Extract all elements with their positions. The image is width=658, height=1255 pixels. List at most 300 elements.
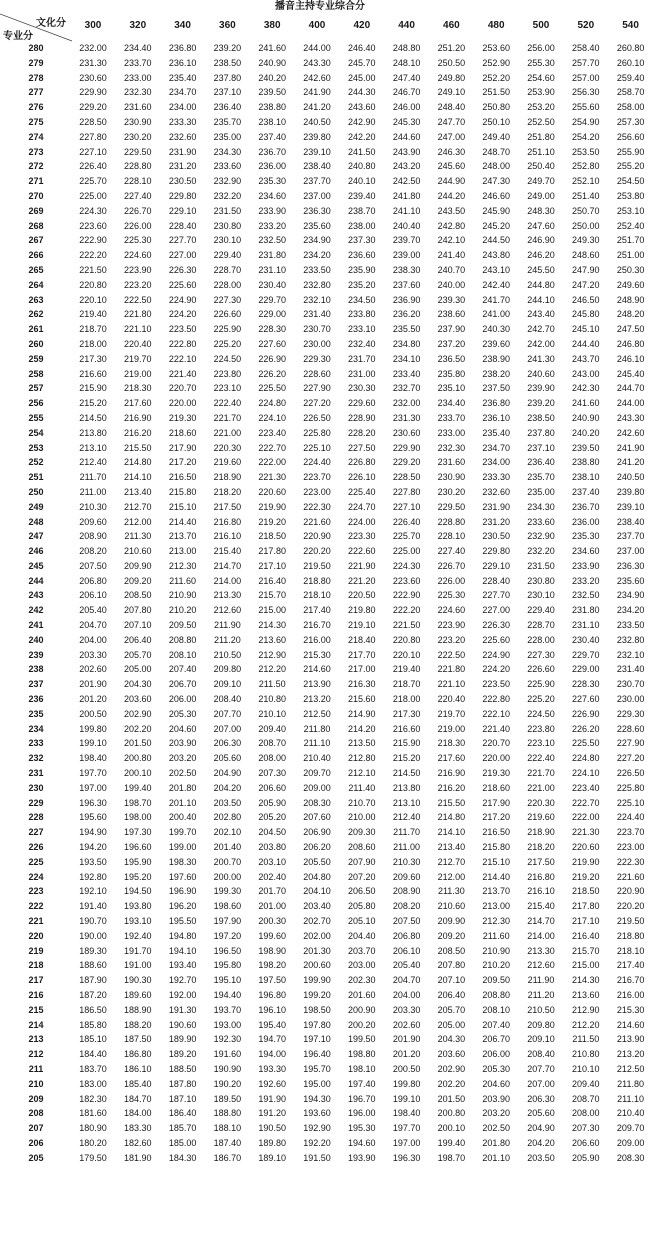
table-cell: 216.70 bbox=[303, 620, 331, 631]
table-cell: 228.10 bbox=[124, 176, 152, 187]
table-cell: 192.40 bbox=[124, 930, 152, 941]
table-cell: 240.20 bbox=[258, 72, 286, 83]
table-cell: 208.10 bbox=[168, 649, 197, 660]
table-cell: 213.60 bbox=[258, 634, 286, 645]
table-cell: 204.20 bbox=[213, 782, 242, 793]
table-cell: 240.50 bbox=[616, 472, 645, 483]
table-cell: 231.40 bbox=[616, 664, 645, 675]
table-cell: 231.00 bbox=[348, 368, 376, 379]
table-cell: 218.40 bbox=[348, 634, 376, 645]
table-cell: 232.50 bbox=[572, 590, 600, 601]
table-cell: 226.50 bbox=[616, 768, 645, 779]
table-cell: 202.20 bbox=[124, 723, 152, 734]
table-cell: 201.20 bbox=[79, 694, 107, 705]
table-row bbox=[0, 85, 645, 100]
table-cell: 213.90 bbox=[616, 1034, 645, 1045]
table-cell: 196.80 bbox=[258, 990, 286, 1000]
table-cell: 204.70 bbox=[392, 975, 421, 986]
table-cell: 228.50 bbox=[79, 116, 107, 127]
table-cell: 205.30 bbox=[168, 708, 197, 719]
table-cell: 212.90 bbox=[572, 1004, 600, 1015]
table-cell: 185.10 bbox=[79, 1034, 107, 1045]
table-cell: 223.60 bbox=[392, 575, 421, 586]
table-cell: 230.60 bbox=[392, 427, 421, 438]
table-cell: 197.80 bbox=[303, 1019, 331, 1030]
table-cell: 214.20 bbox=[348, 723, 376, 734]
table-cell: 232.30 bbox=[437, 442, 466, 453]
row-key-major-score: 225 bbox=[28, 856, 44, 867]
table-cell: 210.90 bbox=[168, 590, 197, 601]
table-cell: 228.30 bbox=[258, 324, 286, 335]
table-cell: 245.30 bbox=[392, 116, 421, 127]
table-cell: 230.70 bbox=[303, 324, 331, 335]
table-row bbox=[0, 884, 645, 899]
table-cell: 197.40 bbox=[348, 1078, 376, 1089]
table-cell: 221.60 bbox=[616, 871, 645, 882]
table-cell: 251.50 bbox=[482, 87, 510, 98]
table-cell: 230.20 bbox=[437, 486, 466, 497]
table-cell: 211.90 bbox=[213, 620, 241, 631]
table-cell: 195.30 bbox=[348, 1123, 376, 1134]
table-cell: 206.80 bbox=[392, 930, 421, 941]
table-cell: 224.20 bbox=[168, 309, 197, 320]
table-row bbox=[0, 648, 645, 663]
table-cell: 212.10 bbox=[348, 768, 376, 779]
table-cell: 211.80 bbox=[303, 723, 331, 734]
table-row bbox=[0, 588, 645, 603]
table-cell: 209.90 bbox=[124, 560, 152, 571]
table-cell: 218.00 bbox=[392, 694, 421, 705]
table-cell: 205.00 bbox=[124, 664, 152, 675]
table-cell: 187.80 bbox=[168, 1078, 197, 1089]
table-cell: 206.10 bbox=[392, 945, 421, 956]
row-key-major-score: 267 bbox=[28, 235, 44, 246]
table-cell: 187.10 bbox=[168, 1093, 197, 1104]
table-cell: 187.40 bbox=[213, 1137, 242, 1148]
table-cell: 227.70 bbox=[482, 590, 510, 601]
table-row bbox=[0, 322, 645, 337]
table-cell: 217.80 bbox=[258, 546, 286, 557]
table-cell: 237.30 bbox=[348, 235, 376, 246]
table-cell: 206.10 bbox=[79, 590, 107, 601]
table-cell: 208.80 bbox=[168, 634, 197, 645]
row-key-major-score: 261 bbox=[28, 324, 44, 335]
row-key-major-score: 211 bbox=[28, 1063, 44, 1074]
table-cell: 216.50 bbox=[168, 472, 197, 483]
table-cell: 219.50 bbox=[616, 916, 645, 927]
table-cell: 212.70 bbox=[124, 501, 152, 512]
table-cell: 234.60 bbox=[572, 546, 600, 557]
table-cell: 236.20 bbox=[392, 309, 421, 320]
table-cell: 237.10 bbox=[527, 442, 555, 453]
table-cell: 239.40 bbox=[348, 190, 376, 201]
table-cell: 216.60 bbox=[392, 723, 421, 734]
table-cell: 207.70 bbox=[213, 708, 242, 719]
table-cell: 216.10 bbox=[527, 886, 555, 897]
table-cell: 187.50 bbox=[124, 1034, 152, 1045]
table-cell: 214.00 bbox=[527, 930, 555, 941]
table-cell: 235.40 bbox=[482, 427, 510, 438]
table-cell: 207.80 bbox=[124, 605, 152, 616]
table-cell: 245.60 bbox=[437, 161, 466, 172]
table-cell: 257.70 bbox=[572, 57, 600, 68]
table-cell: 200.70 bbox=[213, 856, 242, 867]
table-cell: 233.40 bbox=[392, 368, 421, 379]
table-cell: 237.00 bbox=[616, 546, 645, 557]
table-cell: 217.60 bbox=[437, 753, 466, 764]
table-cell: 205.50 bbox=[303, 856, 331, 867]
table-cell: 218.90 bbox=[527, 827, 555, 838]
table-cell: 202.90 bbox=[437, 1063, 466, 1074]
table-cell: 215.40 bbox=[213, 546, 242, 557]
table-cell: 198.40 bbox=[79, 753, 107, 764]
table-row bbox=[0, 337, 645, 352]
table-cell: 250.00 bbox=[572, 220, 600, 231]
table-cell: 242.00 bbox=[527, 338, 555, 349]
table-cell: 216.60 bbox=[79, 368, 107, 379]
table-cell: 225.30 bbox=[437, 590, 466, 601]
table-cell: 243.40 bbox=[527, 309, 555, 320]
table-cell: 210.80 bbox=[258, 694, 286, 705]
table-cell: 230.00 bbox=[303, 338, 331, 349]
table-cell: 245.00 bbox=[348, 72, 376, 83]
column-header: 440 bbox=[398, 20, 415, 31]
table-cell: 189.80 bbox=[258, 1137, 286, 1148]
table-cell: 224.50 bbox=[527, 708, 555, 719]
row-key-major-score: 243 bbox=[28, 590, 44, 601]
table-cell: 217.50 bbox=[527, 856, 555, 867]
table-cell: 204.30 bbox=[124, 679, 152, 690]
table-cell: 238.60 bbox=[437, 309, 466, 320]
table-cell: 224.40 bbox=[303, 457, 331, 468]
table-cell: 198.40 bbox=[392, 1108, 421, 1119]
row-key-major-score: 220 bbox=[28, 930, 44, 941]
table-cell: 200.40 bbox=[168, 812, 197, 823]
table-cell: 222.90 bbox=[79, 235, 107, 246]
table-cell: 225.10 bbox=[616, 797, 645, 808]
table-cell: 213.40 bbox=[437, 842, 466, 853]
table-cell: 199.30 bbox=[213, 886, 242, 897]
table-cell: 216.00 bbox=[303, 634, 331, 645]
table-cell: 205.80 bbox=[348, 901, 376, 912]
table-cell: 203.90 bbox=[168, 738, 197, 749]
table-cell: 214.80 bbox=[437, 812, 466, 823]
table-cell: 231.40 bbox=[303, 309, 331, 320]
table-cell: 241.60 bbox=[572, 398, 600, 409]
table-cell: 229.70 bbox=[258, 294, 286, 305]
table-cell: 203.30 bbox=[79, 649, 107, 660]
table-cell: 232.10 bbox=[616, 649, 645, 660]
table-cell: 248.10 bbox=[392, 57, 421, 68]
row-key-major-score: 269 bbox=[28, 205, 44, 216]
table-cell: 200.20 bbox=[348, 1019, 376, 1030]
table-cell: 234.00 bbox=[168, 102, 197, 113]
table-cell: 197.60 bbox=[168, 871, 197, 882]
table-cell: 185.00 bbox=[168, 1137, 197, 1148]
table-cell: 210.10 bbox=[572, 1063, 600, 1074]
table-cell: 201.90 bbox=[392, 1034, 421, 1045]
column-header: 320 bbox=[129, 20, 147, 31]
table-cell: 235.40 bbox=[168, 72, 197, 83]
row-key-major-score: 242 bbox=[28, 605, 44, 616]
table-cell: 206.90 bbox=[303, 827, 331, 838]
row-key-major-score: 238 bbox=[28, 664, 44, 675]
table-cell: 223.00 bbox=[303, 486, 331, 497]
table-cell: 223.70 bbox=[616, 827, 645, 838]
table-cell: 207.60 bbox=[303, 812, 331, 823]
table-cell: 195.90 bbox=[124, 856, 152, 867]
table-cell: 222.10 bbox=[482, 708, 510, 719]
table-cell: 237.80 bbox=[213, 72, 242, 83]
table-row bbox=[0, 381, 645, 396]
table-cell: 255.20 bbox=[616, 161, 645, 172]
table-cell: 214.50 bbox=[392, 768, 421, 779]
table-cell: 209.60 bbox=[79, 516, 107, 527]
table-cell: 209.40 bbox=[572, 1078, 600, 1089]
table-cell: 225.50 bbox=[258, 383, 286, 394]
table-cell: 220.40 bbox=[437, 694, 466, 705]
table-row bbox=[0, 973, 645, 988]
table-cell: 217.30 bbox=[392, 708, 421, 719]
table-row bbox=[0, 914, 645, 929]
table-cell: 186.50 bbox=[79, 1004, 107, 1015]
table-cell: 212.20 bbox=[572, 1019, 600, 1030]
row-key-major-score: 244 bbox=[28, 575, 44, 586]
table-cell: 213.50 bbox=[348, 738, 376, 749]
table-cell: 206.20 bbox=[303, 842, 331, 853]
row-key-major-score: 233 bbox=[28, 738, 44, 749]
row-key-major-score: 251 bbox=[28, 472, 44, 483]
table-cell: 201.50 bbox=[437, 1093, 466, 1104]
table-cell: 198.50 bbox=[303, 1004, 331, 1015]
table-cell: 212.00 bbox=[437, 871, 466, 882]
table-cell: 238.10 bbox=[258, 116, 286, 127]
table-cell: 241.80 bbox=[392, 190, 421, 201]
table-cell: 187.20 bbox=[79, 990, 107, 1000]
table-cell: 215.40 bbox=[527, 901, 555, 912]
table-cell: 212.90 bbox=[258, 649, 286, 660]
table-cell: 203.40 bbox=[303, 901, 331, 912]
table-row bbox=[0, 988, 645, 1003]
table-cell: 239.00 bbox=[392, 250, 421, 261]
table-cell: 219.20 bbox=[258, 516, 286, 527]
row-key-major-score: 250 bbox=[28, 486, 44, 497]
table-cell: 253.80 bbox=[616, 190, 645, 201]
table-cell: 234.20 bbox=[303, 250, 331, 261]
table-cell: 213.60 bbox=[572, 990, 600, 1000]
table-cell: 225.20 bbox=[213, 338, 242, 349]
column-header: 520 bbox=[577, 20, 595, 31]
table-cell: 215.90 bbox=[392, 738, 421, 749]
table-cell: 256.60 bbox=[616, 131, 645, 142]
table-cell: 249.40 bbox=[482, 131, 510, 142]
table-cell: 225.20 bbox=[527, 694, 555, 705]
table-cell: 193.60 bbox=[303, 1108, 331, 1119]
table-cell: 230.90 bbox=[124, 116, 152, 127]
table-cell: 225.70 bbox=[392, 531, 421, 542]
column-header: 540 bbox=[622, 20, 639, 31]
table-cell: 185.70 bbox=[168, 1123, 197, 1134]
table-cell: 217.60 bbox=[124, 398, 152, 409]
table-cell: 188.20 bbox=[124, 1019, 152, 1030]
table-cell: 218.80 bbox=[303, 575, 331, 586]
table-cell: 226.70 bbox=[437, 560, 466, 571]
table-row bbox=[0, 722, 645, 737]
table-cell: 199.50 bbox=[348, 1034, 376, 1045]
table-cell: 222.90 bbox=[392, 590, 421, 601]
table-cell: 243.10 bbox=[482, 264, 510, 275]
table-cell: 189.10 bbox=[258, 1152, 286, 1163]
table-cell: 200.50 bbox=[79, 708, 107, 719]
table-cell: 246.80 bbox=[616, 338, 645, 349]
table-row bbox=[0, 618, 645, 633]
table-cell: 220.70 bbox=[482, 738, 510, 749]
table-row bbox=[0, 411, 645, 426]
table-cell: 219.60 bbox=[527, 812, 555, 823]
table-row bbox=[0, 958, 645, 973]
row-key-major-score: 259 bbox=[28, 353, 44, 364]
table-row bbox=[0, 396, 645, 411]
table-cell: 225.00 bbox=[79, 190, 107, 201]
row-key-major-score: 214 bbox=[28, 1019, 44, 1030]
table-header bbox=[0, 14, 640, 41]
table-row bbox=[0, 1003, 645, 1018]
table-cell: 255.90 bbox=[616, 146, 645, 157]
table-cell: 183.30 bbox=[124, 1123, 152, 1134]
table-cell: 236.80 bbox=[482, 398, 510, 409]
table-row bbox=[0, 145, 645, 160]
table-cell: 239.80 bbox=[303, 131, 331, 142]
table-cell: 220.40 bbox=[124, 338, 152, 349]
table-cell: 190.60 bbox=[168, 1019, 197, 1030]
table-cell: 214.90 bbox=[348, 708, 376, 719]
table-cell: 244.60 bbox=[392, 131, 421, 142]
table-cell: 244.50 bbox=[482, 235, 510, 246]
table-cell: 215.10 bbox=[482, 856, 510, 867]
table-row bbox=[0, 1077, 645, 1092]
table-cell: 225.80 bbox=[303, 427, 331, 438]
table-cell: 196.60 bbox=[124, 842, 152, 853]
table-cell: 187.90 bbox=[79, 975, 107, 986]
table-cell: 191.50 bbox=[303, 1152, 331, 1163]
table-row bbox=[0, 159, 645, 174]
table-cell: 214.40 bbox=[168, 516, 197, 527]
row-key-major-score: 229 bbox=[28, 797, 44, 808]
table-cell: 235.00 bbox=[527, 486, 555, 497]
table-cell: 213.70 bbox=[168, 531, 197, 542]
row-key-major-score: 255 bbox=[28, 412, 44, 423]
table-row bbox=[0, 825, 645, 840]
table-cell: 229.50 bbox=[437, 501, 466, 512]
table-cell: 227.70 bbox=[168, 235, 197, 246]
column-header: 380 bbox=[263, 20, 281, 31]
table-cell: 214.80 bbox=[124, 457, 152, 468]
table-cell: 233.90 bbox=[258, 205, 286, 216]
table-cell: 204.90 bbox=[213, 768, 242, 779]
table-cell: 230.50 bbox=[168, 176, 197, 187]
row-key-major-score: 247 bbox=[28, 531, 44, 542]
table-cell: 223.20 bbox=[124, 279, 152, 290]
table-cell: 254.50 bbox=[616, 176, 645, 187]
table-cell: 221.30 bbox=[258, 472, 286, 483]
table-cell: 189.90 bbox=[168, 1034, 197, 1045]
table-cell: 224.90 bbox=[482, 649, 510, 660]
table-cell: 227.00 bbox=[168, 250, 197, 261]
table-cell: 214.00 bbox=[213, 575, 242, 586]
table-cell: 193.10 bbox=[124, 916, 152, 927]
table-cell: 226.20 bbox=[572, 723, 600, 734]
table-cell: 220.50 bbox=[348, 590, 376, 601]
table-cell: 223.20 bbox=[437, 634, 466, 645]
row-key-major-score: 223 bbox=[28, 886, 44, 897]
table-cell: 221.10 bbox=[124, 324, 152, 335]
row-key-major-score: 266 bbox=[28, 250, 44, 261]
table-cell: 218.70 bbox=[392, 679, 421, 690]
table-cell: 222.00 bbox=[258, 457, 286, 468]
table-cell: 205.40 bbox=[392, 960, 421, 971]
table-cell: 225.70 bbox=[79, 176, 107, 187]
table-cell: 211.60 bbox=[169, 575, 197, 586]
table-cell: 234.10 bbox=[392, 353, 421, 364]
table-cell: 228.40 bbox=[482, 575, 510, 586]
table-cell: 227.20 bbox=[616, 753, 645, 764]
table-cell: 213.90 bbox=[303, 679, 331, 690]
table-cell: 223.70 bbox=[303, 472, 331, 483]
table-cell: 242.80 bbox=[437, 220, 466, 231]
table-cell: 223.90 bbox=[437, 620, 466, 631]
table-cell: 252.90 bbox=[482, 57, 510, 68]
table-cell: 220.30 bbox=[527, 797, 555, 808]
table-cell: 225.60 bbox=[168, 279, 197, 290]
table-cell: 224.40 bbox=[616, 812, 645, 823]
table-cell: 216.80 bbox=[527, 871, 555, 882]
row-key-major-score: 234 bbox=[28, 723, 44, 734]
table-cell: 220.80 bbox=[79, 279, 107, 290]
table-cell: 196.10 bbox=[258, 1004, 286, 1015]
table-cell: 234.90 bbox=[303, 235, 331, 246]
table-cell: 201.10 bbox=[168, 797, 197, 808]
table-cell: 229.00 bbox=[258, 309, 286, 320]
table-cell: 211.30 bbox=[124, 531, 152, 542]
table-cell: 222.70 bbox=[572, 797, 600, 808]
table-cell: 204.70 bbox=[79, 620, 107, 631]
table-cell: 191.70 bbox=[124, 945, 152, 956]
table-cell: 221.10 bbox=[437, 679, 466, 690]
row-key-major-score: 277 bbox=[28, 87, 44, 98]
table-cell: 226.10 bbox=[348, 472, 376, 483]
table-cell: 196.30 bbox=[79, 797, 107, 808]
table-cell: 197.20 bbox=[213, 930, 242, 941]
table-cell: 202.50 bbox=[482, 1123, 510, 1134]
table-cell: 230.40 bbox=[258, 279, 286, 290]
table-cell: 228.00 bbox=[527, 634, 555, 645]
table-cell: 215.10 bbox=[168, 501, 197, 512]
table-cell: 195.40 bbox=[258, 1019, 286, 1030]
table-cell: 243.20 bbox=[392, 161, 421, 172]
table-cell: 218.50 bbox=[258, 531, 286, 542]
row-key-major-score: 217 bbox=[28, 975, 44, 986]
table-cell: 228.30 bbox=[572, 679, 600, 690]
table-cell: 217.40 bbox=[616, 960, 645, 971]
table-cell: 223.90 bbox=[124, 264, 152, 275]
table-cell: 213.80 bbox=[79, 427, 107, 438]
table-cell: 238.90 bbox=[482, 353, 510, 364]
table-cell: 194.90 bbox=[79, 827, 107, 838]
table-cell: 215.30 bbox=[303, 649, 331, 660]
table-cell: 194.50 bbox=[124, 886, 152, 897]
table-cell: 196.90 bbox=[168, 886, 197, 897]
table-cell: 213.30 bbox=[527, 945, 555, 956]
